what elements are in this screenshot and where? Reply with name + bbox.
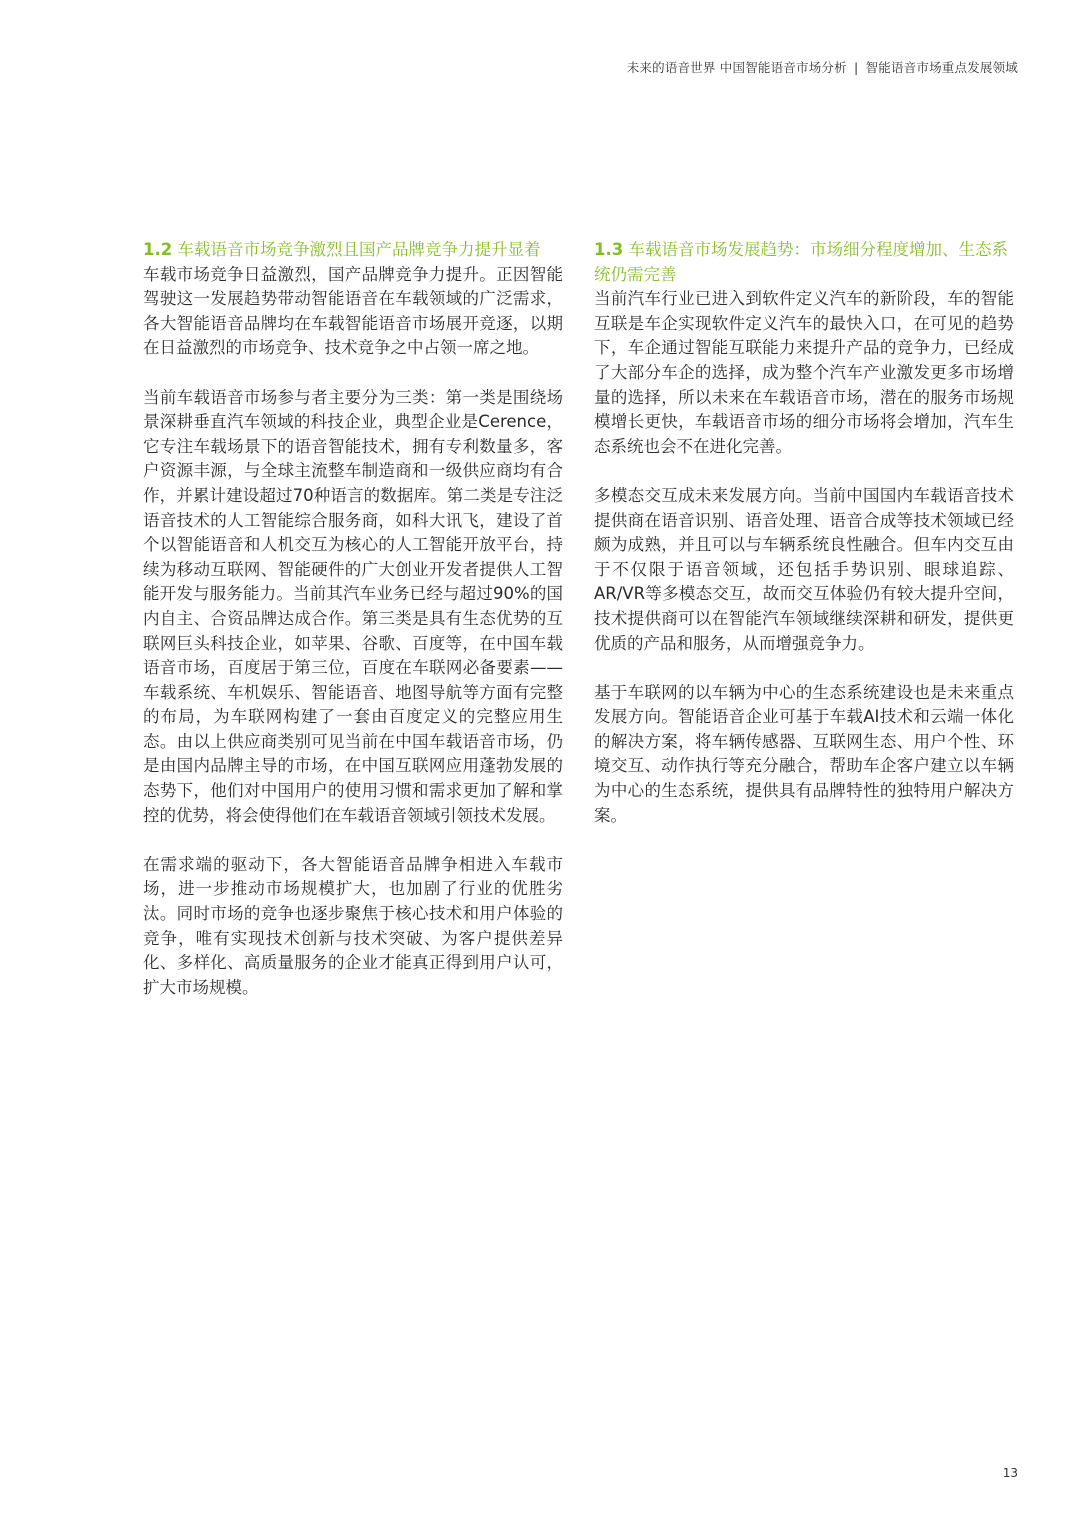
body-paragraph: 当前汽车行业已进入到软件定义汽车的新阶段，车的智能互联是车企实现软件定义汽车的最快入口，在可见的趋势下，车企通过智能互联能力来提升产品的竞争力，已经成了大部分车企的选择，成为整个汽车产业激发更多市场增量的选择，所以未来在车载语音市场，潜在的服务市场规模增长更快，车载语音市场的细分市场将会增加，汽车生态系统也会不在进化完善。 xyxy=(594,289,1014,456)
page-number: 13 xyxy=(1002,1466,1018,1480)
section-heading-1-3 xyxy=(594,238,1014,287)
left-column xyxy=(143,238,563,1025)
chapter-title: 智能语音市场重点发展领域 xyxy=(865,60,1018,75)
body-paragraph: 基于车联网的以车辆为中心的生态系统建设也是未来重点发展方向。智能语音企业可基于车载AI技术和云端一体化的解决方案，将车辆传感器、互联网生态、用户个性、环境交互、动作执行等充分融合，帮助车企客户建立以车辆为中心的生态系统，提供具有品牌特性的独特用户解决方案。 xyxy=(594,682,1014,825)
body-paragraph: 多模态交互成未来发展方向。当前中国国内车载语音技术提供商在语音识别、语音处理、语音合成等技术领域已经颇为成熟，并且可以与车辆系统良性融合。但车内交互由于不仅限于语音领域，还包括手势识别、眼球追踪、AR/VR等多模态交互，故而交互体验仍有较大提升空间，技术提供商可以在智能汽车领域继续深耕和研发，提供更优质的产品和服务，从而增强竞争力。 xyxy=(594,485,1014,653)
header-separator: | xyxy=(853,60,859,75)
section-title: 车载语音市场竞争激烈且国产品牌竞争力提升显着 xyxy=(177,240,541,259)
section-title: 车载语音市场发展趋势：市场细分程度增加、生态系统仍需完善 xyxy=(594,240,1008,284)
body-paragraph: 车载市场竞争日益激烈，国产品牌竞争力提升。正因智能驾驶这一发展趋势带动智能语音在车载领域的广泛需求，各大智能语音品牌均在车载智能语音市场展开竞逐，以期在日益激烈的市场竞争、技术竞争之中占领一席之地。 xyxy=(143,264,563,358)
right-column xyxy=(594,238,1014,853)
report-title: 未来的语音世界 中国智能语音市场分析 xyxy=(626,60,847,75)
body-paragraph: 当前车载语音市场参与者主要分为三类：第一类是围绕场景深耕垂直汽车领域的科技企业，典型企业是Cerence，它专注车载场景下的语音智能技术，拥有专利数量多，客户资源丰源，与全球主流整车制造商和一级供应商均有合作，并累计建设超过70种语言的数据库。第二类是专注泛语音技术的人工智能综合服务商，如科大讯飞，建设了首个以智能语音和人机交互为核心的人工智能开放平台，持续为移动互联网、智能硬件的广大创业开发者提供人工智能开发与服务能力。当前其汽车业务已经与超过90%的国内自主、合资品牌达成合作。第三类是具有生态优势的互联网巨头科技企业，如苹果、谷歌、百度等，在中国车载语音市场，百度居于第三位，百度在车联网必备要素——车载系统、车机娱乐、智能语音、地图导航等方面有完整的布局，为车联网构建了一套由百度定义的完整应用生态。由以上供应商类别可见当前在中国车载语音市场，仍是由国内品牌主导的市场，在中国互联网应用蓬勃发展的态势下，他们对中国用户的使用习惯和需求更加了解和掌控的优势，将会使得他们在车载语音领域引领技术发展。 xyxy=(143,387,563,825)
section-number: 1.2 xyxy=(143,240,173,259)
running-header xyxy=(627,58,1018,76)
section-number: 1.3 xyxy=(594,240,624,259)
body-paragraph: 在需求端的驱动下，各大智能语音品牌争相进入车载市场，进一步推动市场规模扩大，也加剧了行业的优胜劣汰。同时市场的竞争也逐步聚焦于核心技术和用户体验的竞争，唯有实现技术创新与技术突破、为客户提供差异化、多样化、高质量服务的企业才能真正得到用户认可，扩大市场规模。 xyxy=(143,854,563,997)
section-heading-1-2 xyxy=(143,238,563,263)
